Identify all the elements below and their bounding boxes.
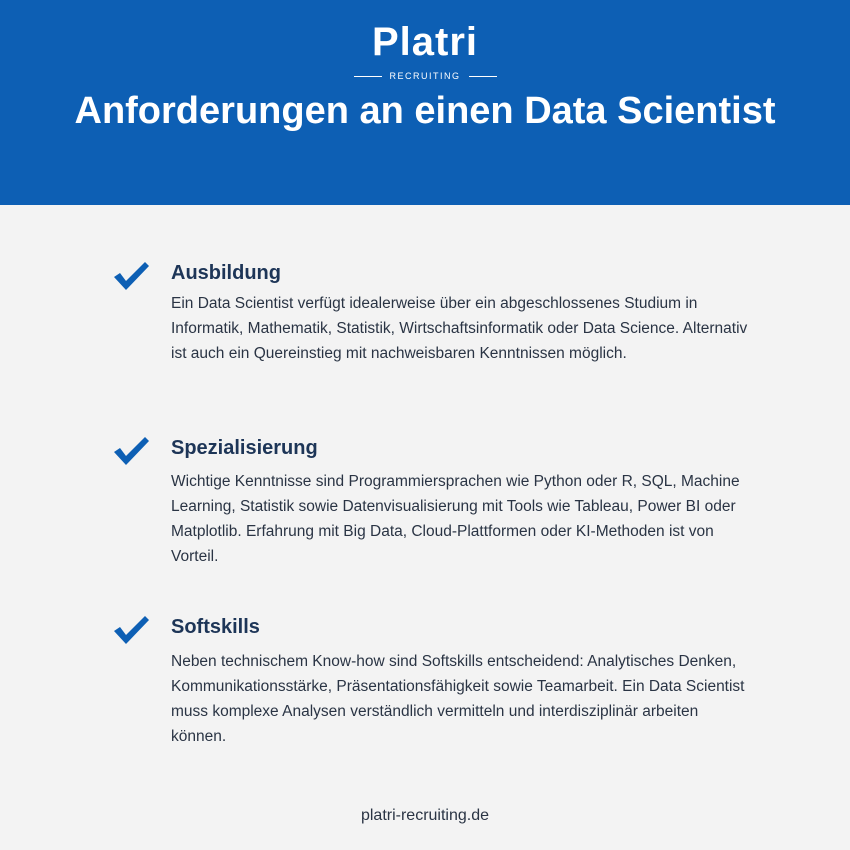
checkmark-icon bbox=[112, 614, 150, 646]
brand-name: Platri bbox=[371, 20, 479, 64]
brand-logo[interactable] bbox=[0, 20, 850, 82]
requirement-title: Ausbildung bbox=[171, 262, 281, 284]
footer-website-link[interactable]: platri-recruiting.de bbox=[360, 807, 490, 824]
tagline-divider-left bbox=[354, 76, 382, 78]
requirement-text: Ein Data Scientist verfügt idealerweise über ein abgeschlossenes Studium in Informatik, Mathematik, Statistik, Wirtschaftsinformatik oder Data Science. Alternativ ist auch ein Quereinstieg mit nachweisbaren Kenntnissen möglich. bbox=[171, 295, 748, 362]
page-title: Anforderungen an einen Data Scientist bbox=[74, 90, 776, 132]
requirement-text: Neben technischem Know-how sind Softskills entscheidend: Analytisches Denken, Kommunikationsstärke, Präsentationsfähigkeit sowie Teamarbeit. Ein Data Scientist muss komplexe Analysen verständlich vermitteln und interdisziplinär arbeiten können. bbox=[171, 653, 745, 745]
brand-tagline-row bbox=[354, 70, 497, 82]
checkmark-icon bbox=[112, 260, 150, 292]
requirement-title: Spezialisierung bbox=[171, 437, 318, 459]
requirement-text: Wichtige Kenntnisse sind Programmiersprachen wie Python oder R, SQL, Machine Learning, Statistik sowie Datenvisualisierung mit Tools wie Tableau, Power BI oder Matplotlib. Erfahrung mit Big Data, Cloud-Plattformen oder KI-Methoden ist von Vorteil. bbox=[171, 473, 740, 565]
checkmark-icon bbox=[112, 435, 150, 467]
brand-tagline: RECRUITING bbox=[389, 71, 461, 82]
tagline-divider-right bbox=[469, 76, 497, 78]
requirement-title: Softskills bbox=[171, 616, 260, 638]
header-banner bbox=[0, 0, 850, 205]
